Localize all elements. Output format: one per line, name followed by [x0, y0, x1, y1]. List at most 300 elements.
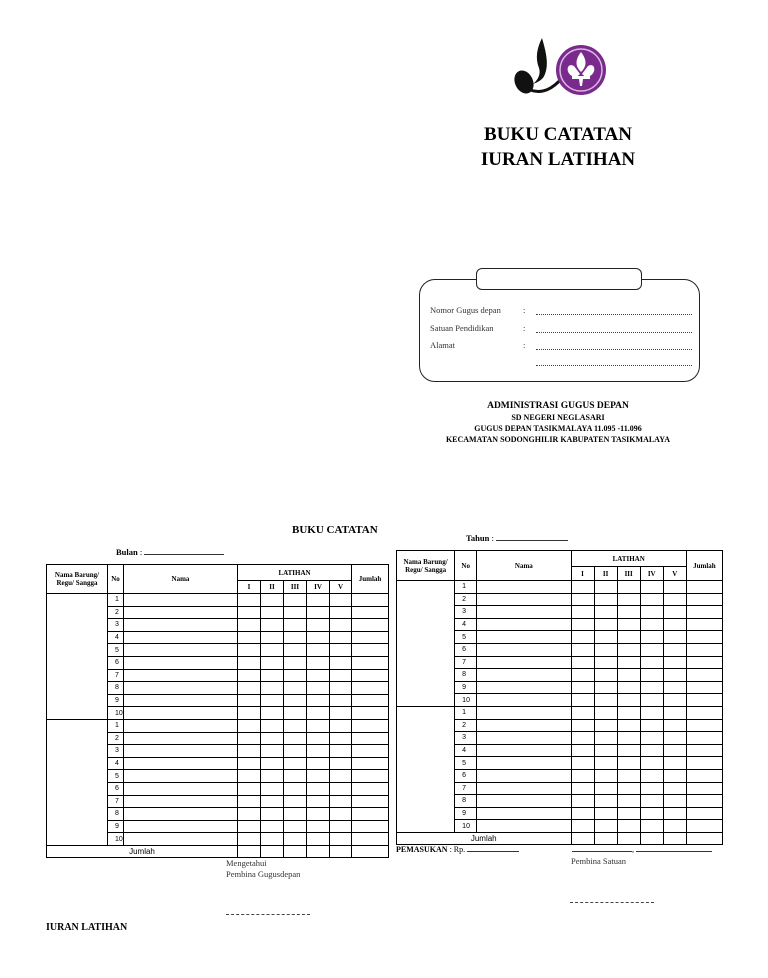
latihan-cell-4[interactable]: [307, 606, 330, 619]
jumlah-cell[interactable]: [686, 631, 722, 644]
latihan-cell-2[interactable]: [594, 706, 617, 719]
latihan-cell-2[interactable]: [594, 744, 617, 757]
latihan-cell-2[interactable]: [261, 745, 284, 758]
jumlah-cell[interactable]: [686, 618, 722, 631]
latihan-cell-3[interactable]: [284, 631, 307, 644]
latihan-cell-5[interactable]: [663, 782, 686, 795]
latihan-cell-5[interactable]: [330, 682, 352, 695]
name-cell[interactable]: [477, 581, 571, 594]
latihan-cell-3[interactable]: [617, 593, 640, 606]
jumlah-cell[interactable]: [352, 631, 389, 644]
jumlah-cell[interactable]: [352, 707, 389, 720]
latihan-cell-4[interactable]: [640, 744, 663, 757]
name-cell[interactable]: [477, 656, 571, 669]
latihan-cell-3[interactable]: [284, 833, 307, 846]
jumlah-cell[interactable]: [352, 820, 389, 833]
latihan-cell-3[interactable]: [617, 820, 640, 833]
latihan-cell-1[interactable]: [571, 706, 594, 719]
latihan-cell-1[interactable]: [571, 820, 594, 833]
latihan-cell-3[interactable]: [617, 669, 640, 682]
latihan-cell-5[interactable]: [663, 719, 686, 732]
latihan-cell-3[interactable]: [617, 631, 640, 644]
name-cell[interactable]: [477, 769, 571, 782]
name-cell[interactable]: [124, 719, 238, 732]
jumlah-cell[interactable]: [686, 656, 722, 669]
group-name-cell[interactable]: [397, 706, 455, 832]
latihan-cell-4[interactable]: [307, 694, 330, 707]
jumlah-cell[interactable]: [352, 833, 389, 846]
latihan-cell-4[interactable]: [307, 594, 330, 607]
latihan-cell-5[interactable]: [663, 820, 686, 833]
latihan-cell-4[interactable]: [307, 795, 330, 808]
latihan-cell-1[interactable]: [238, 795, 261, 808]
latihan-cell-1[interactable]: [238, 732, 261, 745]
group-name-cell[interactable]: [47, 719, 108, 845]
latihan-cell-5[interactable]: [663, 669, 686, 682]
latihan-cell-5[interactable]: [330, 782, 352, 795]
signature-line-left[interactable]: [226, 914, 310, 915]
latihan-cell-3[interactable]: [284, 644, 307, 657]
latihan-cell-5[interactable]: [663, 795, 686, 808]
latihan-cell-5[interactable]: [330, 707, 352, 720]
name-cell[interactable]: [124, 644, 238, 657]
latihan-cell-3[interactable]: [284, 594, 307, 607]
name-cell[interactable]: [124, 795, 238, 808]
latihan-cell-2[interactable]: [261, 808, 284, 821]
latihan-cell-5[interactable]: [663, 769, 686, 782]
name-cell[interactable]: [124, 594, 238, 607]
place-blank[interactable]: [572, 851, 632, 852]
latihan-cell-2[interactable]: [261, 644, 284, 657]
latihan-cell-2[interactable]: [594, 732, 617, 745]
latihan-cell-2[interactable]: [594, 643, 617, 656]
name-cell[interactable]: [124, 606, 238, 619]
latihan-cell-5[interactable]: [663, 631, 686, 644]
latihan-cell-2[interactable]: [261, 732, 284, 745]
latihan-cell-4[interactable]: [640, 757, 663, 770]
latihan-cell-1[interactable]: [571, 782, 594, 795]
total-jumlah-cell[interactable]: [352, 845, 389, 858]
latihan-cell-4[interactable]: [640, 643, 663, 656]
fill-in-line[interactable]: [536, 349, 692, 350]
latihan-cell-5[interactable]: [330, 732, 352, 745]
total-latihan-cell-4[interactable]: [307, 845, 330, 858]
total-latihan-cell-1[interactable]: [571, 832, 594, 845]
latihan-cell-5[interactable]: [663, 593, 686, 606]
jumlah-cell[interactable]: [686, 769, 722, 782]
jumlah-cell[interactable]: [686, 795, 722, 808]
latihan-cell-5[interactable]: [330, 833, 352, 846]
jumlah-cell[interactable]: [686, 757, 722, 770]
latihan-cell-3[interactable]: [284, 770, 307, 783]
latihan-cell-4[interactable]: [640, 795, 663, 808]
latihan-cell-2[interactable]: [261, 669, 284, 682]
latihan-cell-5[interactable]: [330, 694, 352, 707]
latihan-cell-2[interactable]: [261, 833, 284, 846]
total-jumlah-cell[interactable]: [686, 832, 722, 845]
latihan-cell-3[interactable]: [617, 643, 640, 656]
name-cell[interactable]: [124, 656, 238, 669]
latihan-cell-5[interactable]: [330, 606, 352, 619]
jumlah-cell[interactable]: [686, 643, 722, 656]
jumlah-cell[interactable]: [352, 732, 389, 745]
latihan-cell-4[interactable]: [640, 581, 663, 594]
latihan-cell-1[interactable]: [238, 606, 261, 619]
jumlah-cell[interactable]: [352, 619, 389, 632]
name-cell[interactable]: [477, 706, 571, 719]
latihan-cell-5[interactable]: [663, 757, 686, 770]
latihan-cell-2[interactable]: [594, 593, 617, 606]
latihan-cell-2[interactable]: [594, 606, 617, 619]
name-cell[interactable]: [477, 681, 571, 694]
latihan-cell-4[interactable]: [640, 820, 663, 833]
tahun-blank[interactable]: [496, 540, 568, 541]
jumlah-cell[interactable]: [352, 808, 389, 821]
pemasukan-blank[interactable]: [467, 851, 519, 852]
latihan-cell-5[interactable]: [663, 618, 686, 631]
latihan-cell-5[interactable]: [663, 581, 686, 594]
latihan-cell-2[interactable]: [594, 769, 617, 782]
latihan-cell-2[interactable]: [594, 757, 617, 770]
latihan-cell-4[interactable]: [307, 833, 330, 846]
latihan-cell-3[interactable]: [617, 656, 640, 669]
latihan-cell-1[interactable]: [238, 669, 261, 682]
latihan-cell-1[interactable]: [571, 719, 594, 732]
name-cell[interactable]: [124, 707, 238, 720]
latihan-cell-4[interactable]: [307, 719, 330, 732]
latihan-cell-2[interactable]: [594, 782, 617, 795]
latihan-cell-4[interactable]: [307, 707, 330, 720]
total-latihan-cell-3[interactable]: [284, 845, 307, 858]
latihan-cell-1[interactable]: [238, 656, 261, 669]
latihan-cell-2[interactable]: [261, 719, 284, 732]
latihan-cell-1[interactable]: [238, 644, 261, 657]
latihan-cell-2[interactable]: [594, 807, 617, 820]
jumlah-cell[interactable]: [686, 606, 722, 619]
jumlah-cell[interactable]: [686, 694, 722, 707]
latihan-cell-1[interactable]: [571, 681, 594, 694]
latihan-cell-1[interactable]: [238, 833, 261, 846]
latihan-cell-4[interactable]: [307, 770, 330, 783]
latihan-cell-3[interactable]: [284, 682, 307, 695]
name-cell[interactable]: [477, 631, 571, 644]
jumlah-cell[interactable]: [686, 782, 722, 795]
name-cell[interactable]: [124, 782, 238, 795]
latihan-cell-3[interactable]: [284, 745, 307, 758]
latihan-cell-2[interactable]: [261, 594, 284, 607]
latihan-cell-3[interactable]: [284, 606, 307, 619]
latihan-cell-3[interactable]: [284, 808, 307, 821]
latihan-cell-1[interactable]: [238, 782, 261, 795]
latihan-cell-1[interactable]: [238, 719, 261, 732]
jumlah-cell[interactable]: [352, 795, 389, 808]
latihan-cell-4[interactable]: [307, 656, 330, 669]
latihan-cell-2[interactable]: [594, 581, 617, 594]
latihan-cell-4[interactable]: [307, 619, 330, 632]
name-cell[interactable]: [477, 593, 571, 606]
latihan-cell-2[interactable]: [594, 681, 617, 694]
group-name-cell[interactable]: [47, 594, 108, 720]
latihan-cell-2[interactable]: [261, 795, 284, 808]
latihan-cell-1[interactable]: [238, 820, 261, 833]
latihan-cell-2[interactable]: [594, 618, 617, 631]
latihan-cell-1[interactable]: [238, 745, 261, 758]
latihan-cell-2[interactable]: [261, 757, 284, 770]
latihan-cell-3[interactable]: [284, 820, 307, 833]
latihan-cell-2[interactable]: [594, 631, 617, 644]
latihan-cell-1[interactable]: [571, 581, 594, 594]
latihan-cell-4[interactable]: [307, 644, 330, 657]
name-cell[interactable]: [124, 820, 238, 833]
jumlah-cell[interactable]: [686, 681, 722, 694]
latihan-cell-4[interactable]: [307, 669, 330, 682]
latihan-cell-3[interactable]: [284, 694, 307, 707]
latihan-cell-2[interactable]: [261, 820, 284, 833]
latihan-cell-1[interactable]: [571, 669, 594, 682]
latihan-cell-1[interactable]: [571, 593, 594, 606]
fill-in-line[interactable]: [536, 314, 692, 315]
name-cell[interactable]: [477, 795, 571, 808]
latihan-cell-1[interactable]: [571, 757, 594, 770]
latihan-cell-3[interactable]: [284, 669, 307, 682]
jumlah-cell[interactable]: [352, 594, 389, 607]
latihan-cell-4[interactable]: [640, 656, 663, 669]
latihan-cell-2[interactable]: [594, 795, 617, 808]
name-cell[interactable]: [124, 619, 238, 632]
jumlah-cell[interactable]: [686, 581, 722, 594]
name-cell[interactable]: [124, 669, 238, 682]
latihan-cell-3[interactable]: [284, 757, 307, 770]
latihan-cell-3[interactable]: [617, 719, 640, 732]
latihan-cell-2[interactable]: [261, 782, 284, 795]
latihan-cell-5[interactable]: [330, 808, 352, 821]
latihan-cell-1[interactable]: [238, 707, 261, 720]
jumlah-cell[interactable]: [352, 656, 389, 669]
latihan-cell-1[interactable]: [571, 631, 594, 644]
latihan-cell-3[interactable]: [617, 769, 640, 782]
name-cell[interactable]: [124, 833, 238, 846]
latihan-cell-1[interactable]: [238, 682, 261, 695]
bulan-blank[interactable]: [144, 554, 224, 555]
latihan-cell-1[interactable]: [571, 744, 594, 757]
group-name-cell[interactable]: [397, 581, 455, 707]
latihan-cell-2[interactable]: [594, 656, 617, 669]
name-cell[interactable]: [124, 732, 238, 745]
jumlah-cell[interactable]: [352, 757, 389, 770]
latihan-cell-5[interactable]: [330, 719, 352, 732]
name-cell[interactable]: [477, 744, 571, 757]
latihan-cell-1[interactable]: [571, 769, 594, 782]
latihan-cell-4[interactable]: [640, 706, 663, 719]
latihan-cell-1[interactable]: [571, 694, 594, 707]
latihan-cell-3[interactable]: [284, 719, 307, 732]
latihan-cell-4[interactable]: [640, 769, 663, 782]
name-cell[interactable]: [477, 606, 571, 619]
fill-in-line[interactable]: [536, 365, 692, 366]
latihan-cell-3[interactable]: [284, 707, 307, 720]
latihan-cell-5[interactable]: [663, 643, 686, 656]
latihan-cell-4[interactable]: [640, 732, 663, 745]
signature-line-right[interactable]: [570, 902, 654, 903]
latihan-cell-1[interactable]: [571, 807, 594, 820]
latihan-cell-3[interactable]: [617, 807, 640, 820]
latihan-cell-1[interactable]: [238, 757, 261, 770]
latihan-cell-4[interactable]: [640, 593, 663, 606]
latihan-cell-1[interactable]: [571, 795, 594, 808]
latihan-cell-4[interactable]: [307, 782, 330, 795]
latihan-cell-4[interactable]: [640, 782, 663, 795]
latihan-cell-2[interactable]: [594, 669, 617, 682]
jumlah-cell[interactable]: [352, 719, 389, 732]
latihan-cell-4[interactable]: [640, 669, 663, 682]
latihan-cell-5[interactable]: [330, 669, 352, 682]
latihan-cell-2[interactable]: [261, 770, 284, 783]
jumlah-cell[interactable]: [352, 770, 389, 783]
latihan-cell-5[interactable]: [330, 594, 352, 607]
latihan-cell-1[interactable]: [571, 643, 594, 656]
name-cell[interactable]: [477, 669, 571, 682]
jumlah-cell[interactable]: [352, 782, 389, 795]
latihan-cell-3[interactable]: [617, 706, 640, 719]
name-cell[interactable]: [477, 820, 571, 833]
name-cell[interactable]: [124, 770, 238, 783]
name-cell[interactable]: [477, 807, 571, 820]
latihan-cell-5[interactable]: [663, 656, 686, 669]
latihan-cell-1[interactable]: [571, 656, 594, 669]
jumlah-cell[interactable]: [352, 745, 389, 758]
latihan-cell-4[interactable]: [640, 631, 663, 644]
latihan-cell-2[interactable]: [261, 656, 284, 669]
latihan-cell-3[interactable]: [617, 782, 640, 795]
latihan-cell-3[interactable]: [284, 619, 307, 632]
latihan-cell-5[interactable]: [330, 820, 352, 833]
latihan-cell-1[interactable]: [571, 618, 594, 631]
latihan-cell-2[interactable]: [261, 631, 284, 644]
latihan-cell-3[interactable]: [617, 757, 640, 770]
latihan-cell-2[interactable]: [261, 606, 284, 619]
date-blank[interactable]: [636, 851, 712, 852]
jumlah-cell[interactable]: [352, 606, 389, 619]
latihan-cell-1[interactable]: [571, 732, 594, 745]
total-latihan-cell-4[interactable]: [640, 832, 663, 845]
latihan-cell-4[interactable]: [307, 757, 330, 770]
latihan-cell-4[interactable]: [640, 807, 663, 820]
latihan-cell-4[interactable]: [640, 618, 663, 631]
latihan-cell-2[interactable]: [261, 707, 284, 720]
jumlah-cell[interactable]: [686, 732, 722, 745]
latihan-cell-4[interactable]: [640, 606, 663, 619]
latihan-cell-4[interactable]: [307, 631, 330, 644]
total-latihan-cell-3[interactable]: [617, 832, 640, 845]
latihan-cell-1[interactable]: [238, 694, 261, 707]
latihan-cell-5[interactable]: [330, 745, 352, 758]
jumlah-cell[interactable]: [352, 669, 389, 682]
latihan-cell-3[interactable]: [617, 744, 640, 757]
jumlah-cell[interactable]: [686, 820, 722, 833]
latihan-cell-3[interactable]: [617, 732, 640, 745]
latihan-cell-1[interactable]: [238, 770, 261, 783]
jumlah-cell[interactable]: [352, 682, 389, 695]
name-cell[interactable]: [124, 808, 238, 821]
jumlah-cell[interactable]: [352, 644, 389, 657]
latihan-cell-4[interactable]: [640, 694, 663, 707]
name-cell[interactable]: [477, 643, 571, 656]
latihan-cell-5[interactable]: [663, 706, 686, 719]
jumlah-cell[interactable]: [686, 744, 722, 757]
name-cell[interactable]: [124, 745, 238, 758]
latihan-cell-4[interactable]: [307, 808, 330, 821]
latihan-cell-1[interactable]: [238, 619, 261, 632]
name-cell[interactable]: [477, 618, 571, 631]
latihan-cell-2[interactable]: [594, 820, 617, 833]
latihan-cell-5[interactable]: [663, 681, 686, 694]
latihan-cell-4[interactable]: [307, 820, 330, 833]
jumlah-cell[interactable]: [686, 719, 722, 732]
name-cell[interactable]: [124, 631, 238, 644]
latihan-cell-3[interactable]: [617, 618, 640, 631]
latihan-cell-5[interactable]: [330, 795, 352, 808]
name-cell[interactable]: [477, 757, 571, 770]
latihan-cell-5[interactable]: [330, 631, 352, 644]
total-latihan-cell-2[interactable]: [261, 845, 284, 858]
latihan-cell-4[interactable]: [640, 719, 663, 732]
latihan-cell-5[interactable]: [330, 656, 352, 669]
total-latihan-cell-5[interactable]: [330, 845, 352, 858]
jumlah-cell[interactable]: [686, 807, 722, 820]
name-cell[interactable]: [477, 732, 571, 745]
latihan-cell-2[interactable]: [261, 694, 284, 707]
latihan-cell-5[interactable]: [663, 694, 686, 707]
latihan-cell-5[interactable]: [663, 606, 686, 619]
latihan-cell-4[interactable]: [307, 682, 330, 695]
name-cell[interactable]: [477, 719, 571, 732]
latihan-cell-5[interactable]: [330, 619, 352, 632]
latihan-cell-2[interactable]: [261, 619, 284, 632]
fill-in-line[interactable]: [536, 332, 692, 333]
latihan-cell-4[interactable]: [307, 732, 330, 745]
latihan-cell-4[interactable]: [307, 745, 330, 758]
latihan-cell-5[interactable]: [663, 744, 686, 757]
total-latihan-cell-5[interactable]: [663, 832, 686, 845]
latihan-cell-3[interactable]: [617, 694, 640, 707]
latihan-cell-3[interactable]: [617, 606, 640, 619]
jumlah-cell[interactable]: [686, 593, 722, 606]
latihan-cell-3[interactable]: [284, 795, 307, 808]
latihan-cell-4[interactable]: [640, 681, 663, 694]
name-cell[interactable]: [477, 782, 571, 795]
latihan-cell-1[interactable]: [571, 606, 594, 619]
name-cell[interactable]: [124, 757, 238, 770]
latihan-cell-2[interactable]: [594, 719, 617, 732]
jumlah-cell[interactable]: [686, 706, 722, 719]
latihan-cell-3[interactable]: [284, 782, 307, 795]
latihan-cell-5[interactable]: [330, 757, 352, 770]
latihan-cell-3[interactable]: [617, 681, 640, 694]
latihan-cell-5[interactable]: [663, 807, 686, 820]
latihan-cell-3[interactable]: [284, 732, 307, 745]
latihan-cell-3[interactable]: [617, 581, 640, 594]
latihan-cell-3[interactable]: [284, 656, 307, 669]
name-cell[interactable]: [124, 694, 238, 707]
latihan-cell-5[interactable]: [330, 770, 352, 783]
latihan-cell-1[interactable]: [238, 594, 261, 607]
total-latihan-cell-1[interactable]: [238, 845, 261, 858]
name-cell[interactable]: [124, 682, 238, 695]
total-latihan-cell-2[interactable]: [594, 832, 617, 845]
latihan-cell-1[interactable]: [238, 808, 261, 821]
latihan-cell-5[interactable]: [330, 644, 352, 657]
latihan-cell-2[interactable]: [594, 694, 617, 707]
